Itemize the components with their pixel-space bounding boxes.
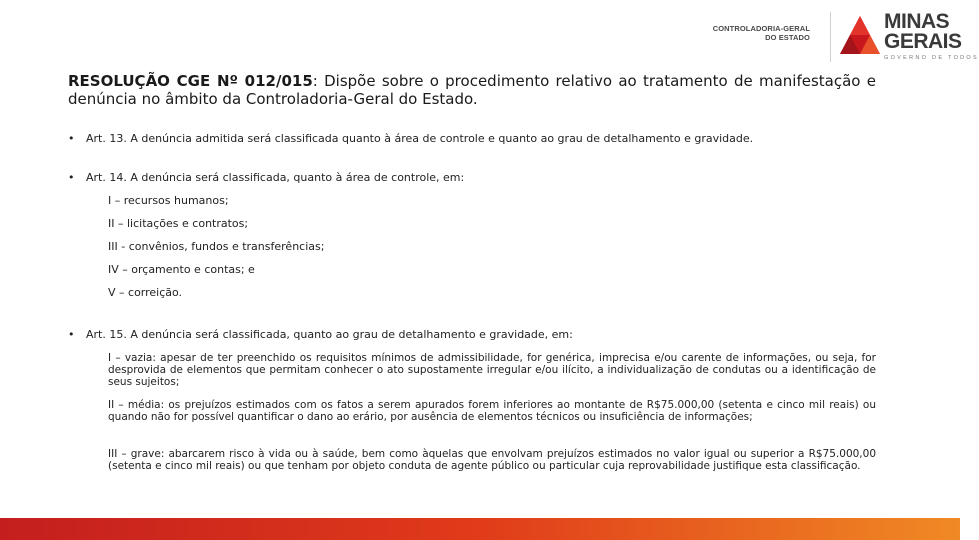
logo-divider xyxy=(830,12,831,62)
minas-gerais-wordmark xyxy=(884,12,962,52)
page-title xyxy=(68,72,876,108)
bullet-icon: • xyxy=(68,132,75,145)
resolution-number: RESOLUÇÃO CGE Nº 012/015 xyxy=(68,72,313,90)
list-item: V – correição. xyxy=(108,286,183,299)
cge-logo-line1: CONTROLADORIA-GERAL xyxy=(712,24,810,33)
list-item: III – grave: abarcarem risco à vida ou à saúde, bem como àquelas que envolvam prejuízos estimados no valor igual ou superior a R$75.000,00 (setenta e cinco mil reais) ou que tenham por objeto conduta de agente público ou particular cuja reprovabilidade justifique esta classificação. xyxy=(108,448,876,472)
list-item: I – vazia: apesar de ter preenchido os requisitos mínimos de admissibilidade, for genérica, imprecisa e/ou carente de informações, ou seja, for desprovida de elementos que permitam conhecer o ato supostamente irregular e/ou ilícito, a individualização de condutas ou a identificação de seus sujeitos; xyxy=(108,352,876,388)
article-13-text: Art. 13. A denúncia admitida será classificada quanto à área de controle e quanto ao grau de detalhamento e gravidade. xyxy=(86,132,754,145)
mg-logo-line1: MINAS xyxy=(884,10,950,33)
mg-logo-line2: GERAIS xyxy=(884,30,962,53)
resolution-subject: : Dispõe sobre o procedimento relativo ao tratamento de manifestação e denúncia no âmbito da Controladoria-Geral do Estado. xyxy=(68,72,876,108)
cge-logo xyxy=(710,24,810,42)
bullet-icon: • xyxy=(68,328,75,341)
article-13 xyxy=(68,132,753,146)
list-item: I – recursos humanos; xyxy=(108,194,229,207)
bottom-accent-bar xyxy=(0,518,960,540)
list-item: II – média: os prejuízos estimados com os fatos a serem apurados forem inferiores ao montante de R$75.000,00 (setenta e cinco mil reais) ou quando não for possível quantificar o dano ao erário, por ausência de elementos técnicos ou insuficiência de informações; xyxy=(108,399,876,423)
bullet-icon: • xyxy=(68,171,75,184)
minas-gerais-triangle-icon xyxy=(838,14,882,56)
cge-logo-line2: DO ESTADO xyxy=(765,33,810,42)
list-item: IV – orçamento e contas; e xyxy=(108,263,255,276)
list-item: II – licitações e contratos; xyxy=(108,217,249,230)
article-14-text: Art. 14. A denúncia será classificada, quanto à área de controle, em: xyxy=(86,171,465,184)
list-item: III - convênios, fundos e transferências; xyxy=(108,240,325,253)
mg-tagline: GOVERNO DE TODOS xyxy=(884,55,979,61)
article-15-text: Art. 15. A denúncia será classificada, quanto ao grau de detalhamento e gravidade, em: xyxy=(86,328,573,341)
article-15 xyxy=(68,328,573,342)
article-14 xyxy=(68,171,464,185)
